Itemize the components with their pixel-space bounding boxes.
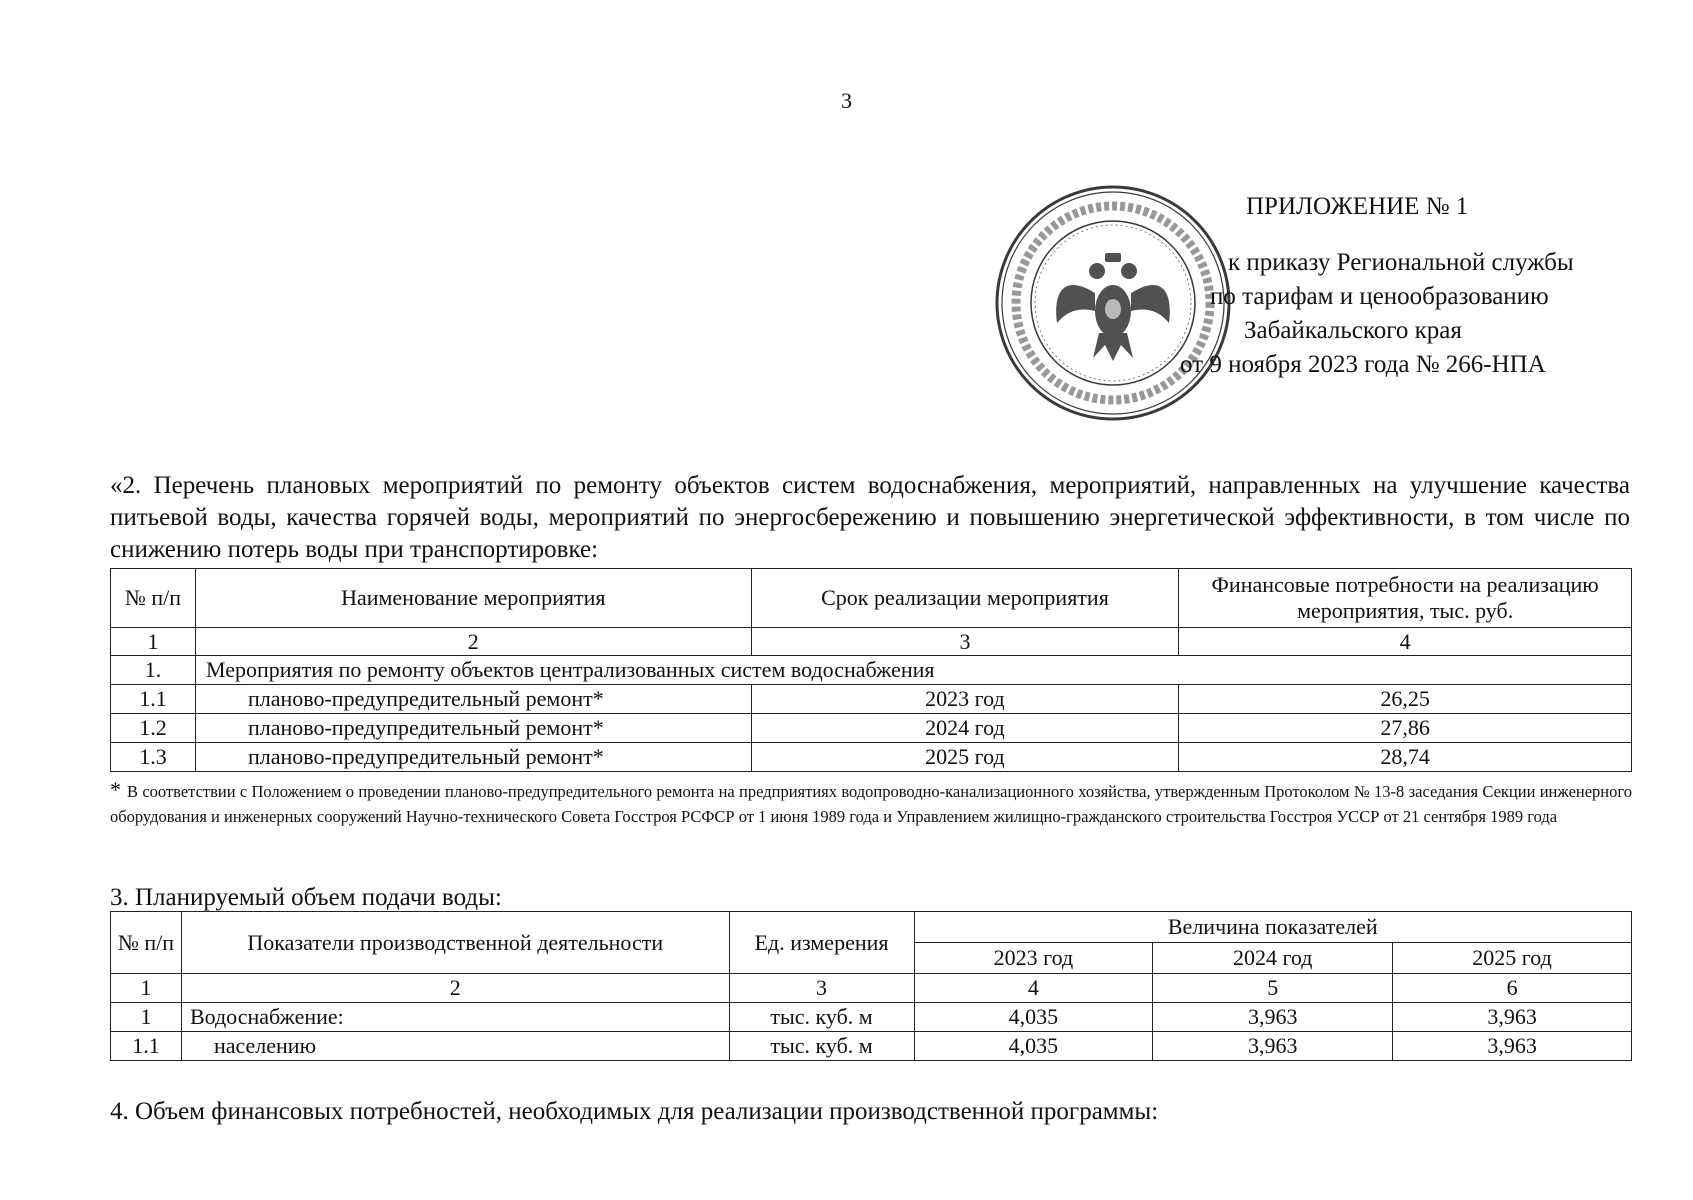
group-label: Мероприятия по ремонту объектов централизованных систем водоснабжения — [195, 656, 1631, 685]
table-header-row — [111, 569, 1632, 628]
header-cell: Наименование мероприятия — [195, 569, 751, 628]
appendix-line-1: к приказу Региональной службы — [1228, 249, 1574, 276]
unit-cell: тыс. куб. м — [729, 1032, 914, 1061]
table-row — [111, 714, 1632, 743]
row-number: 1.2 — [111, 714, 196, 743]
column-number: 2 — [181, 974, 729, 1003]
footnote — [110, 777, 1632, 829]
footnote-text: В соответствии с Положением о проведении планово-предупредительного ремонта на предприятиях водопроводно-канализационного хозяйства, утвержденным Протоколом № 13-8 заседания Секции инженерного оборудования и инженерных сооружений Научно-технического Совета Госстроя РСФСР от 1 июня 1989 года и Управлением жилищно-гражданского строительства Госстроя УССР от 21 сентября 1989 года — [110, 782, 1632, 826]
column-number: 3 — [729, 974, 914, 1003]
year-header: 2023 год — [914, 943, 1153, 974]
column-number: 5 — [1153, 974, 1393, 1003]
section-4-heading: 4. Объем финансовых потребностей, необходимых для реализации производственной программы: — [110, 1098, 1159, 1125]
header-cell: № п/п — [111, 912, 182, 974]
column-number: 4 — [914, 974, 1153, 1003]
measure-cost: 28,74 — [1179, 743, 1632, 772]
measure-term: 2024 год — [751, 714, 1179, 743]
column-number: 1 — [111, 628, 196, 656]
column-number: 3 — [751, 628, 1179, 656]
value-2023: 4,035 — [914, 1032, 1153, 1061]
group-row — [111, 656, 1632, 685]
header-cell: Срок реализации мероприятия — [751, 569, 1179, 628]
repair-measures-table — [110, 568, 1632, 772]
column-number-row — [111, 628, 1632, 656]
row-number: 1. — [111, 656, 196, 685]
measure-name: планово-предупредительный ремонт* — [195, 714, 751, 743]
table-row — [111, 1003, 1632, 1032]
section-3-heading: 3. Планируемый объем подачи воды: — [110, 884, 502, 911]
appendix-title: ПРИЛОЖЕНИЕ № 1 — [1246, 193, 1469, 220]
header-cell: Ед. измерения — [729, 912, 914, 974]
row-number: 1.1 — [111, 1032, 182, 1061]
water-supply-volume-table — [110, 911, 1632, 1061]
table-row — [111, 1032, 1632, 1061]
column-number: 4 — [1179, 628, 1632, 656]
measure-cost: 27,86 — [1179, 714, 1632, 743]
value-2024: 3,963 — [1153, 1003, 1393, 1032]
row-number: 1.1 — [111, 685, 196, 714]
measure-name: планово-предупредительный ремонт* — [195, 743, 751, 772]
value-2025: 3,963 — [1393, 1032, 1632, 1061]
column-number: 1 — [111, 974, 182, 1003]
row-number: 1 — [111, 1003, 182, 1032]
header-cell: Показатели производственной деятельности — [181, 912, 729, 974]
appendix-line-4: от 9 ноября 2023 года № 266-НПА — [1180, 351, 1546, 378]
year-header: 2024 год — [1153, 943, 1393, 974]
value-2025: 3,963 — [1393, 1003, 1632, 1032]
row-number: 1.3 — [111, 743, 196, 772]
column-number-row — [111, 974, 1632, 1003]
section-2-heading: «2. Перечень плановых мероприятий по ремонту объектов систем водоснабжения, мероприятий, направленных на улучшение качества питьевой воды, качества горячей воды, мероприятий по энергосбережению и повышению энергетической эффективности, в том числе по снижению потерь воды при транспортировке: — [110, 472, 1630, 563]
header-cell: № п/п — [111, 569, 196, 628]
appendix-block — [1180, 190, 1600, 382]
appendix-line-2: по тарифам и ценообразованию — [1210, 283, 1549, 310]
indicator-name: Водоснабжение: — [181, 1003, 729, 1032]
table-row — [111, 743, 1632, 772]
page-number: 3 — [841, 88, 852, 113]
footnote-star: * — [110, 777, 121, 802]
measure-name: планово-предупредительный ремонт* — [195, 685, 751, 714]
measure-term: 2025 год — [751, 743, 1179, 772]
table-header-row — [111, 912, 1632, 943]
unit-cell: тыс. куб. м — [729, 1003, 914, 1032]
value-2024: 3,963 — [1153, 1032, 1393, 1061]
indicator-name: населению — [181, 1032, 729, 1061]
value-2023: 4,035 — [914, 1003, 1153, 1032]
column-number: 2 — [195, 628, 751, 656]
column-number: 6 — [1393, 974, 1632, 1003]
measure-term: 2023 год — [751, 685, 1179, 714]
appendix-line-3: Забайкальского края — [1244, 317, 1462, 344]
year-header: 2025 год — [1393, 943, 1632, 974]
header-cell: Финансовые потребности на реализацию мероприятия, тыс. руб. — [1179, 569, 1632, 628]
table-row — [111, 685, 1632, 714]
measure-cost: 26,25 — [1179, 685, 1632, 714]
header-cell: Величина показателей — [914, 912, 1632, 943]
